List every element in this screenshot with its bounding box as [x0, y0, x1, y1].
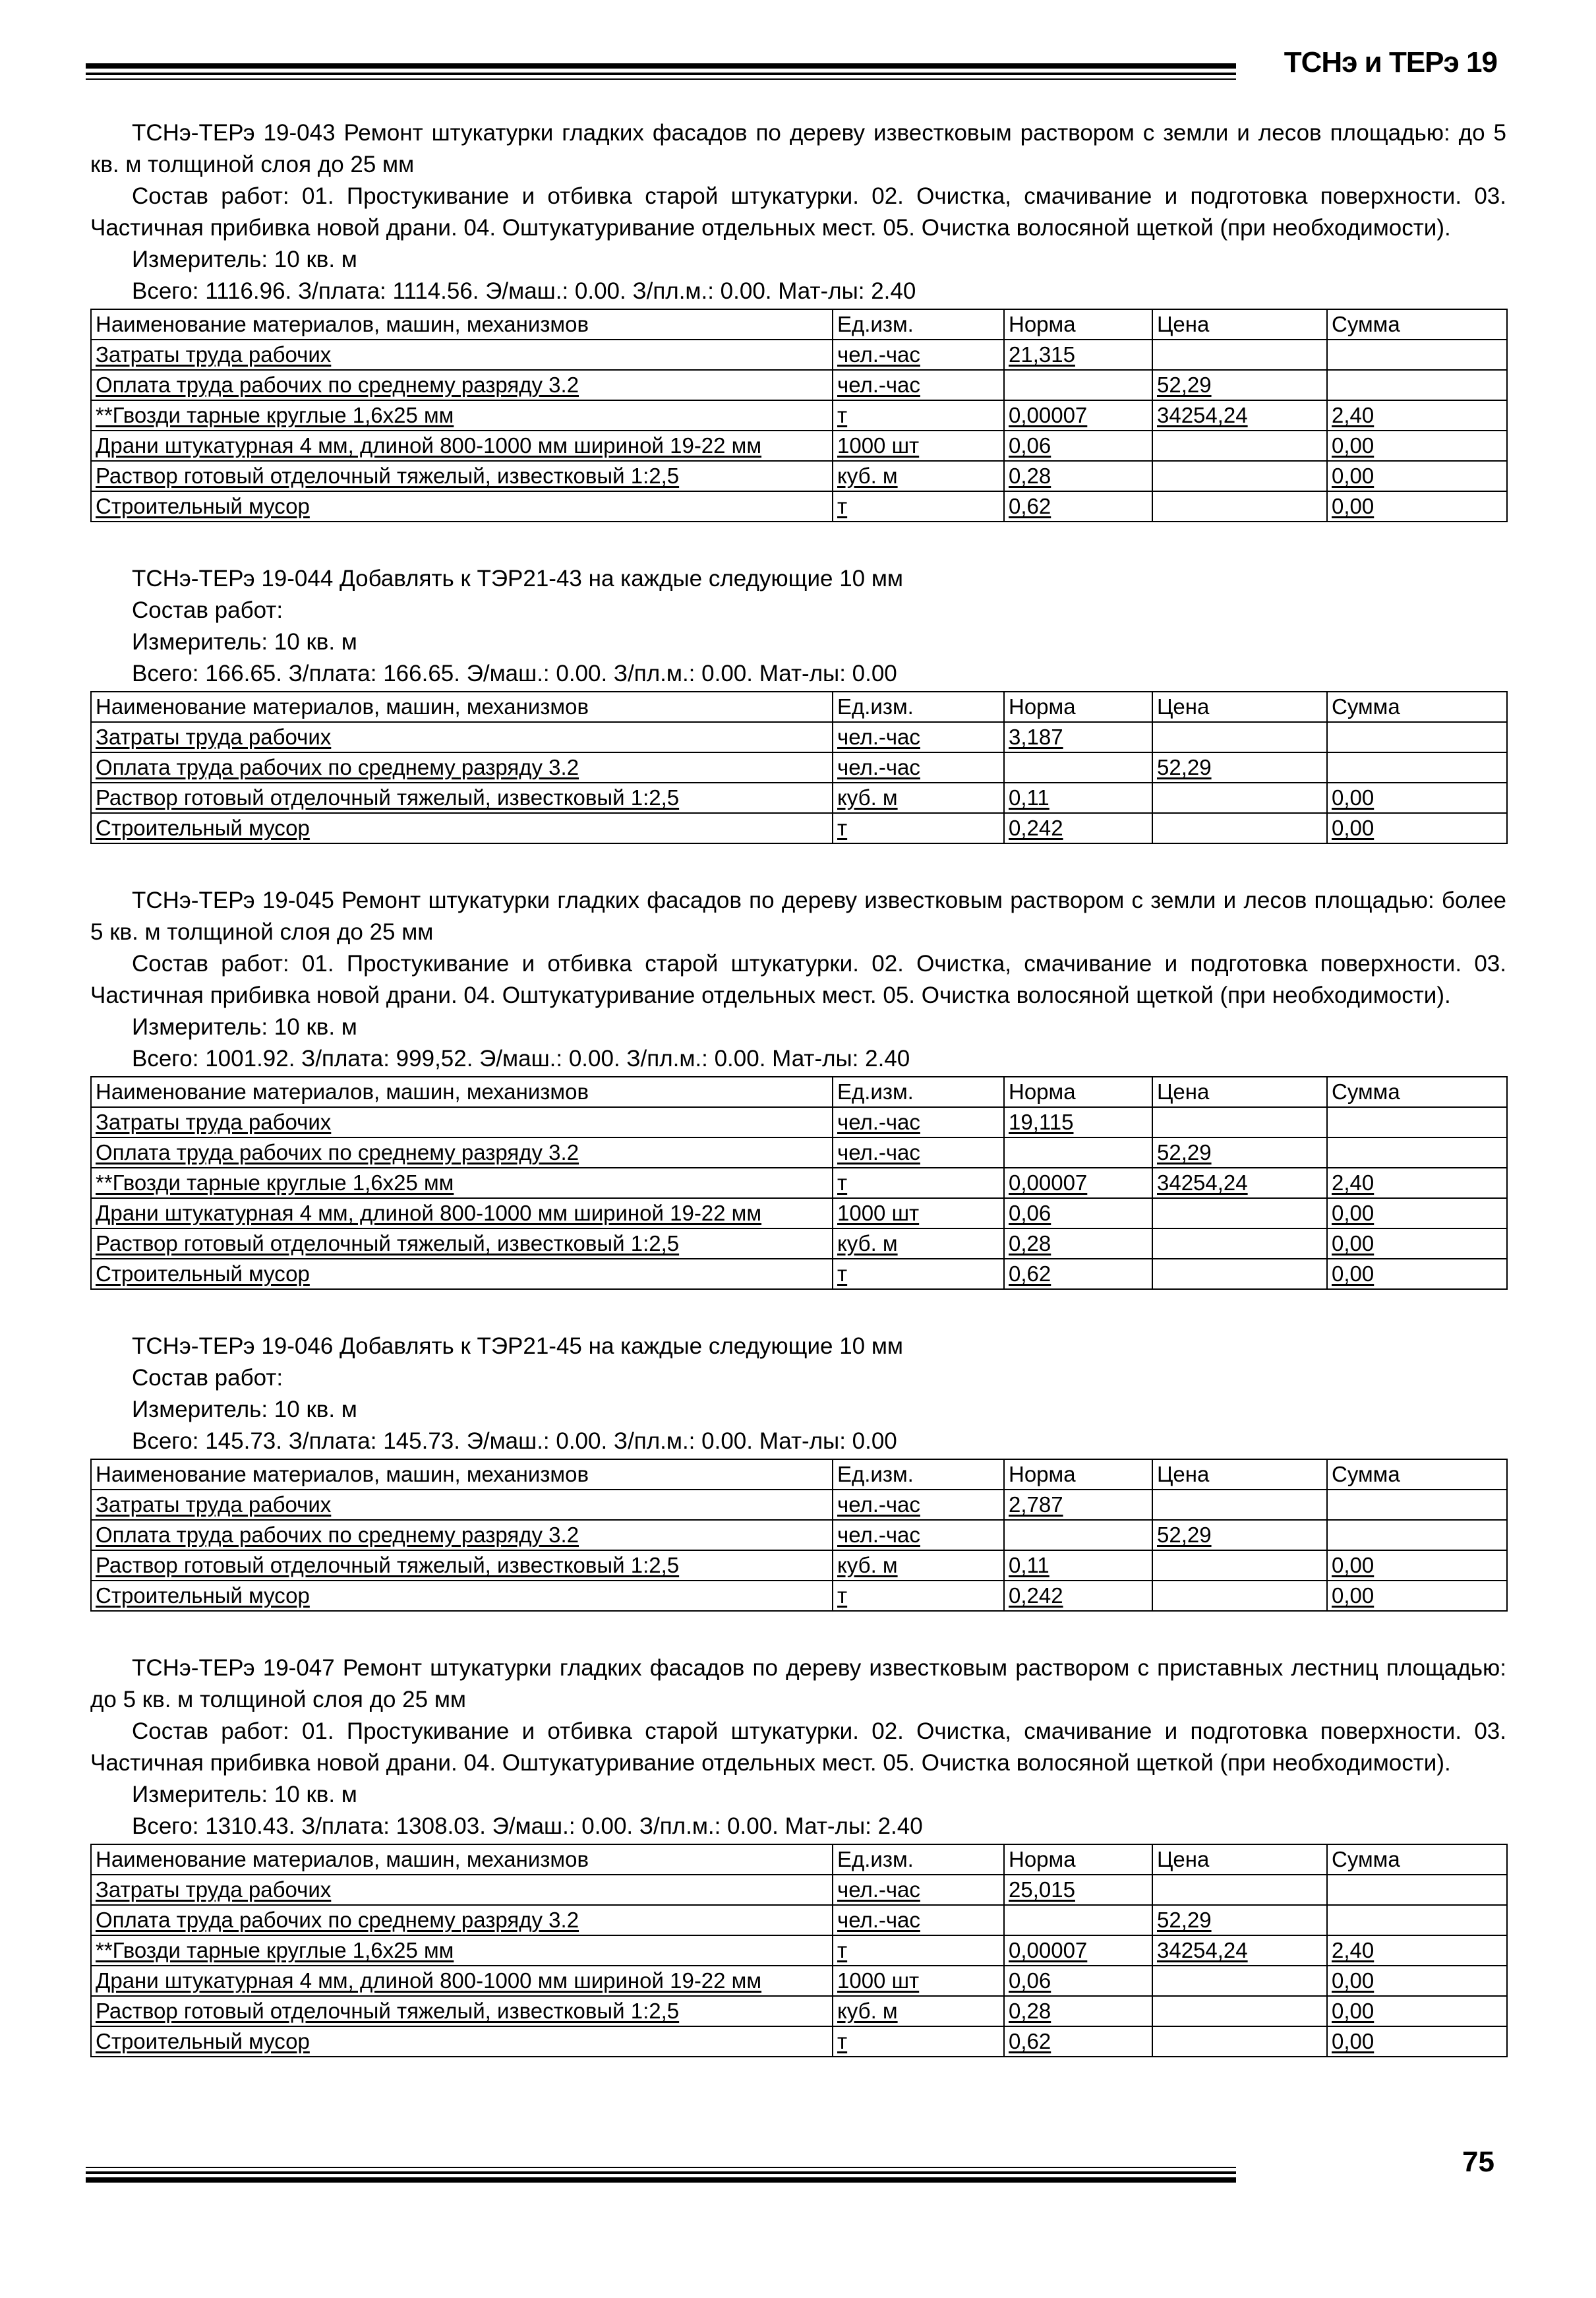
section-title: ТСНэ-ТЕРэ 19-044 Добавлять к ТЭР21-43 на каждые следующие 10 мм [132, 566, 903, 591]
table-cell [1327, 722, 1507, 752]
column-header: Цена [1152, 1459, 1327, 1490]
table-cell: т [833, 813, 1004, 843]
table-cell [1327, 1137, 1507, 1168]
work-composition: Состав работ: [132, 597, 283, 623]
table-cell: 0,11 [1004, 1550, 1152, 1581]
footer-rule-thick [86, 2177, 1236, 2183]
table-cell [1327, 1490, 1507, 1520]
table-cell: чел.-час [833, 340, 1004, 370]
table-cell: Строительный мусор [91, 1581, 833, 1611]
column-header: Наименование материалов, машин, механизмов [91, 1459, 833, 1490]
table-cell: чел.-час [833, 1875, 1004, 1905]
column-header: Наименование материалов, машин, механизмов [91, 692, 833, 722]
column-header: Ед.изм. [833, 1844, 1004, 1875]
table-cell [1327, 1520, 1507, 1550]
table-cell: 0,00007 [1004, 400, 1152, 431]
section-title: ТСНэ-ТЕРэ 19-046 Добавлять к ТЭР21-45 на каждые следующие 10 мм [132, 1333, 903, 1359]
table-cell: 52,29 [1152, 1905, 1327, 1935]
column-header: Наименование материалов, машин, механизмов [91, 1077, 833, 1107]
column-header: Сумма [1327, 1459, 1507, 1490]
running-title: ТСНэ и ТЕРэ 19 [1284, 46, 1497, 78]
table-cell: Драни штукатурная 4 мм, длиной 800-1000 мм шириной 19-22 мм [91, 1966, 833, 1996]
table-cell: **Гвозди тарные круглые 1,6х25 мм [91, 1168, 833, 1198]
table-cell: Строительный мусор [91, 813, 833, 843]
table-row [91, 431, 1507, 461]
table-cell: 1000 шт [833, 431, 1004, 461]
table-cell: 2,40 [1327, 1935, 1507, 1966]
table-cell: Затраты труда рабочих [91, 1490, 833, 1520]
table-cell: 0,62 [1004, 2026, 1152, 2057]
table-cell [1004, 1137, 1152, 1168]
table-row [91, 1581, 1507, 1611]
table-cell [1004, 1905, 1152, 1935]
table-cell: чел.-час [833, 1520, 1004, 1550]
table-cell [1152, 491, 1327, 522]
column-header: Ед.изм. [833, 692, 1004, 722]
column-header: Ед.изм. [833, 309, 1004, 340]
measure-unit: Измеритель: 10 кв. м [132, 629, 357, 655]
table-row [91, 1228, 1507, 1259]
table-cell [1152, 1581, 1327, 1611]
table-cell: чел.-час [833, 1137, 1004, 1168]
table-row [91, 752, 1507, 783]
table-row [91, 1168, 1507, 1198]
table-cell: 0,00 [1327, 783, 1507, 813]
table-header-row [91, 309, 1507, 340]
measure-unit: Измеритель: 10 кв. м [132, 1014, 357, 1040]
table-row [91, 1905, 1507, 1935]
table-cell: 0,62 [1004, 1259, 1152, 1289]
table-cell [1327, 370, 1507, 400]
table-cell: 0,00 [1327, 1996, 1507, 2026]
table-cell: 52,29 [1152, 1137, 1327, 1168]
table-cell: Драни штукатурная 4 мм, длиной 800-1000 мм шириной 19-22 мм [91, 431, 833, 461]
table-cell: 0,00 [1327, 2026, 1507, 2057]
table-cell: чел.-час [833, 370, 1004, 400]
table-row [91, 1520, 1507, 1550]
table-row [91, 1966, 1507, 1996]
table-cell: т [833, 1259, 1004, 1289]
section-title: ТСНэ-ТЕРэ 19-045 Ремонт штукатурки гладких фасадов по дереву известковым раствором с земли и лесов площадью: более 5 кв. м толщиной слоя до 25 мм [90, 888, 1506, 945]
table-cell: 0,00 [1327, 461, 1507, 491]
page-number: 75 [1462, 2146, 1494, 2178]
table-row [91, 491, 1507, 522]
resources-table [90, 309, 1508, 522]
header-rule-medium [86, 73, 1236, 75]
table-row [91, 461, 1507, 491]
table-cell [1152, 461, 1327, 491]
table-cell [1152, 1875, 1327, 1905]
column-header: Норма [1004, 309, 1152, 340]
table-row [91, 1996, 1507, 2026]
resources-table [90, 1844, 1508, 2057]
table-cell [1327, 1107, 1507, 1137]
table-row [91, 783, 1507, 813]
table-cell: чел.-час [833, 1490, 1004, 1520]
table-cell: Затраты труда рабочих [91, 1107, 833, 1137]
table-cell [1152, 722, 1327, 752]
table-cell: 25,015 [1004, 1875, 1152, 1905]
table-cell: 3,187 [1004, 722, 1152, 752]
table-cell: Затраты труда рабочих [91, 722, 833, 752]
table-cell: чел.-час [833, 1905, 1004, 1935]
table-cell: 0,00 [1327, 1550, 1507, 1581]
table-cell: чел.-час [833, 1107, 1004, 1137]
table-cell: куб. м [833, 783, 1004, 813]
table-cell [1152, 1996, 1327, 2026]
table-row [91, 1875, 1507, 1905]
table-row [91, 1550, 1507, 1581]
table-cell [1152, 1228, 1327, 1259]
table-cell: 0,00 [1327, 491, 1507, 522]
table-cell: Затраты труда рабочих [91, 1875, 833, 1905]
resources-table [90, 691, 1508, 844]
measure-unit: Измеритель: 10 кв. м [132, 1782, 357, 1807]
table-cell: 2,787 [1004, 1490, 1152, 1520]
table-cell: Раствор готовый отделочный тяжелый, известковый 1:2,5 [91, 1996, 833, 2026]
table-cell: 0,62 [1004, 491, 1152, 522]
table-cell: т [833, 1168, 1004, 1198]
table-header-row [91, 1459, 1507, 1490]
resources-table [90, 1459, 1508, 1612]
table-row [91, 400, 1507, 431]
table-cell: 34254,24 [1152, 400, 1327, 431]
table-row [91, 1259, 1507, 1289]
table-cell: 2,40 [1327, 1168, 1507, 1198]
table-cell [1152, 1550, 1327, 1581]
column-header: Сумма [1327, 1844, 1507, 1875]
header-rule-thin [86, 78, 1236, 80]
table-row [91, 1137, 1507, 1168]
table-cell: 52,29 [1152, 752, 1327, 783]
table-cell: 0,00 [1327, 1259, 1507, 1289]
table-cell: 0,06 [1004, 1198, 1152, 1228]
table-cell [1152, 1966, 1327, 1996]
table-cell: Оплата труда рабочих по среднему разряду 3.2 [91, 1137, 833, 1168]
table-cell: 34254,24 [1152, 1935, 1327, 1966]
table-cell: Раствор готовый отделочный тяжелый, известковый 1:2,5 [91, 1550, 833, 1581]
table-cell [1004, 752, 1152, 783]
table-header-row [91, 1844, 1507, 1875]
estimate-section [90, 885, 1506, 1290]
table-cell: Строительный мусор [91, 1259, 833, 1289]
estimate-section [90, 1331, 1506, 1612]
table-row [91, 2026, 1507, 2057]
table-row [91, 1198, 1507, 1228]
table-cell: Драни штукатурная 4 мм, длиной 800-1000 мм шириной 19-22 мм [91, 1198, 833, 1228]
table-cell [1152, 340, 1327, 370]
table-cell [1004, 370, 1152, 400]
table-cell: 52,29 [1152, 1520, 1327, 1550]
column-header: Наименование материалов, машин, механизмов [91, 309, 833, 340]
table-cell: т [833, 2026, 1004, 2057]
work-composition: Состав работ: 01. Простукивание и отбивка старой штукатурки. 02. Очистка, смачивание и подготовка поверхности. 03. Частичная прибивка новой драни. 04. Оштукатуривание отдельных мест. 05. Очистка волосяной щеткой (при необходимости). [90, 183, 1506, 241]
table-cell: 0,00 [1327, 1581, 1507, 1611]
table-cell: куб. м [833, 1996, 1004, 2026]
table-cell: чел.-час [833, 752, 1004, 783]
table-cell: Оплата труда рабочих по среднему разряду 3.2 [91, 1905, 833, 1935]
table-cell: **Гвозди тарные круглые 1,6х25 мм [91, 400, 833, 431]
table-row [91, 813, 1507, 843]
table-cell: т [833, 491, 1004, 522]
table-cell: 0,28 [1004, 1996, 1152, 2026]
table-cell [1152, 1107, 1327, 1137]
column-header: Цена [1152, 1844, 1327, 1875]
table-cell: 0,00007 [1004, 1168, 1152, 1198]
table-row [91, 722, 1507, 752]
table-row [91, 370, 1507, 400]
table-cell [1152, 1198, 1327, 1228]
table-cell: 0,28 [1004, 461, 1152, 491]
table-cell: 1000 шт [833, 1966, 1004, 1996]
table-cell: 2,40 [1327, 400, 1507, 431]
column-header: Норма [1004, 1844, 1152, 1875]
table-cell: 0,242 [1004, 1581, 1152, 1611]
table-cell: 1000 шт [833, 1198, 1004, 1228]
table-cell: 0,00007 [1004, 1935, 1152, 1966]
table-cell: куб. м [833, 1228, 1004, 1259]
table-cell [1152, 783, 1327, 813]
measure-unit: Измеритель: 10 кв. м [132, 247, 357, 272]
work-composition: Состав работ: [132, 1365, 283, 1391]
table-cell: 0,00 [1327, 1228, 1507, 1259]
column-header: Цена [1152, 1077, 1327, 1107]
table-cell: Оплата труда рабочих по среднему разряду 3.2 [91, 370, 833, 400]
column-header: Норма [1004, 692, 1152, 722]
table-cell: Затраты труда рабочих [91, 340, 833, 370]
totals-line: Всего: 1310.43. З/плата: 1308.03. Э/маш.: 0.00. З/пл.м.: 0.00. Мат-лы: 2.40 [132, 1813, 923, 1839]
table-cell [1152, 2026, 1327, 2057]
table-cell [1327, 340, 1507, 370]
table-cell: 0,06 [1004, 1966, 1152, 1996]
document-body [90, 117, 1506, 2098]
estimate-section [90, 563, 1506, 844]
column-header: Сумма [1327, 309, 1507, 340]
table-cell: 19,115 [1004, 1107, 1152, 1137]
table-cell: Раствор готовый отделочный тяжелый, известковый 1:2,5 [91, 461, 833, 491]
table-cell: т [833, 1935, 1004, 1966]
table-header-row [91, 692, 1507, 722]
column-header: Ед.изм. [833, 1459, 1004, 1490]
table-cell: Оплата труда рабочих по среднему разряду 3.2 [91, 752, 833, 783]
table-row [91, 1935, 1507, 1966]
column-header: Ед.изм. [833, 1077, 1004, 1107]
table-cell [1152, 1490, 1327, 1520]
section-title: ТСНэ-ТЕРэ 19-043 Ремонт штукатурки гладких фасадов по дереву известковым раствором с земли и лесов площадью: до 5 кв. м толщиной слоя до 25 мм [90, 120, 1506, 177]
table-cell: 0,00 [1327, 1198, 1507, 1228]
table-cell [1152, 813, 1327, 843]
table-cell: Оплата труда рабочих по среднему разряду 3.2 [91, 1520, 833, 1550]
table-cell: куб. м [833, 461, 1004, 491]
measure-unit: Измеритель: 10 кв. м [132, 1397, 357, 1422]
footer-rule-thin [86, 2167, 1236, 2168]
table-cell: **Гвозди тарные круглые 1,6х25 мм [91, 1935, 833, 1966]
estimate-section [90, 117, 1506, 522]
table-cell: т [833, 400, 1004, 431]
footer-rule-medium [86, 2171, 1236, 2174]
table-cell: 0,242 [1004, 813, 1152, 843]
table-cell: 0,28 [1004, 1228, 1152, 1259]
table-cell [1152, 431, 1327, 461]
totals-line: Всего: 1001.92. З/плата: 999,52. Э/маш.: 0.00. З/пл.м.: 0.00. Мат-лы: 2.40 [132, 1046, 910, 1072]
table-cell: 0,11 [1004, 783, 1152, 813]
estimate-section [90, 1652, 1506, 2057]
table-row [91, 1107, 1507, 1137]
table-cell [1327, 1875, 1507, 1905]
table-cell: 0,00 [1327, 813, 1507, 843]
table-cell: 34254,24 [1152, 1168, 1327, 1198]
column-header: Цена [1152, 692, 1327, 722]
table-cell: Строительный мусор [91, 2026, 833, 2057]
table-cell [1327, 1905, 1507, 1935]
table-cell: Раствор готовый отделочный тяжелый, известковый 1:2,5 [91, 783, 833, 813]
column-header: Сумма [1327, 1077, 1507, 1107]
table-cell: 52,29 [1152, 370, 1327, 400]
table-cell: чел.-час [833, 722, 1004, 752]
table-cell: куб. м [833, 1550, 1004, 1581]
table-cell: 0,06 [1004, 431, 1152, 461]
table-cell [1004, 1520, 1152, 1550]
table-row [91, 340, 1507, 370]
resources-table [90, 1076, 1508, 1290]
work-composition: Состав работ: 01. Простукивание и отбивка старой штукатурки. 02. Очистка, смачивание и подготовка поверхности. 03. Частичная прибивка новой драни. 04. Оштукатуривание отдельных мест. 05. Очистка волосяной щеткой (при необходимости). [90, 951, 1506, 1008]
column-header: Сумма [1327, 692, 1507, 722]
column-header: Норма [1004, 1077, 1152, 1107]
header-rule-thick [86, 63, 1236, 69]
table-cell: т [833, 1581, 1004, 1611]
column-header: Норма [1004, 1459, 1152, 1490]
work-composition: Состав работ: 01. Простукивание и отбивка старой штукатурки. 02. Очистка, смачивание и подготовка поверхности. 03. Частичная прибивка новой драни. 04. Оштукатуривание отдельных мест. 05. Очистка волосяной щеткой (при необходимости). [90, 1718, 1506, 1776]
totals-line: Всего: 1116.96. З/плата: 1114.56. Э/маш.: 0.00. З/пл.м.: 0.00. Мат-лы: 2.40 [132, 278, 916, 304]
table-cell [1327, 752, 1507, 783]
column-header: Наименование материалов, машин, механизмов [91, 1844, 833, 1875]
table-cell [1152, 1259, 1327, 1289]
table-cell: Строительный мусор [91, 491, 833, 522]
section-title: ТСНэ-ТЕРэ 19-047 Ремонт штукатурки гладких фасадов по дереву известковым раствором с приставных лестниц площадью: до 5 кв. м толщиной слоя до 25 мм [90, 1655, 1506, 1712]
table-header-row [91, 1077, 1507, 1107]
totals-line: Всего: 166.65. З/плата: 166.65. Э/маш.: 0.00. З/пл.м.: 0.00. Мат-лы: 0.00 [132, 661, 897, 686]
totals-line: Всего: 145.73. З/плата: 145.73. Э/маш.: 0.00. З/пл.м.: 0.00. Мат-лы: 0.00 [132, 1428, 897, 1454]
table-cell: 0,00 [1327, 1966, 1507, 1996]
table-row [91, 1490, 1507, 1520]
table-cell: 0,00 [1327, 431, 1507, 461]
column-header: Цена [1152, 309, 1327, 340]
table-cell: Раствор готовый отделочный тяжелый, известковый 1:2,5 [91, 1228, 833, 1259]
table-cell: 21,315 [1004, 340, 1152, 370]
